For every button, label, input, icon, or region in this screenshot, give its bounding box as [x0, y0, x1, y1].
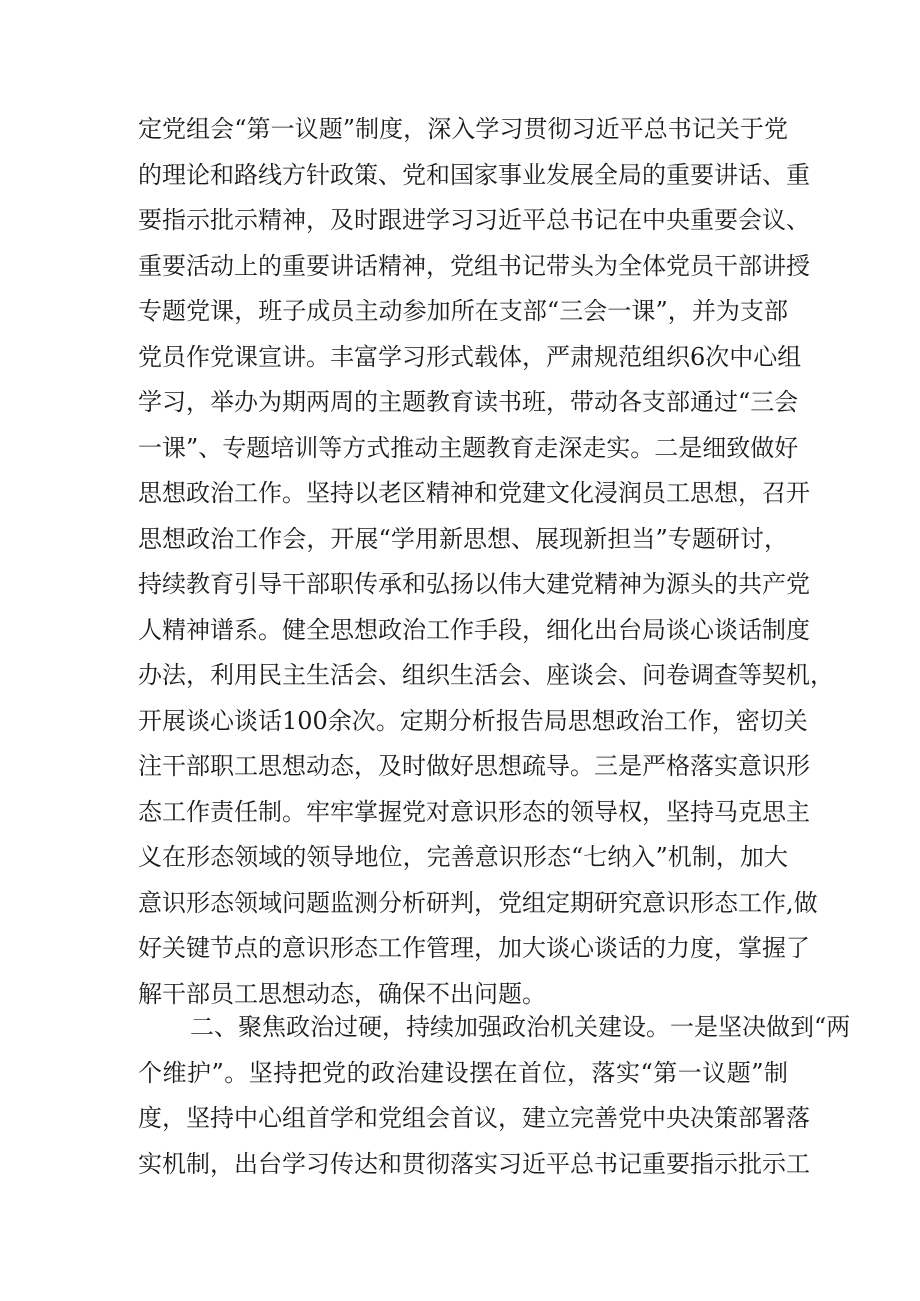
paragraph-1-line: 思想政治工作。坚持以老区精神和党建文化浸润员工思想，召开: [138, 479, 810, 507]
paragraph-1-line: 意识形态领域问题监测分析研判，党组定期研究意识形态工作,做: [138, 888, 818, 917]
paragraph-1-line: 专题党课，班子成员主动参加所在支部“三会一课”，并为支部: [138, 297, 788, 325]
paragraph-1-line: 办法，利用民主生活会、组织生活会、座谈会、问卷调查等契机，: [138, 661, 834, 689]
paragraph-1-line: 人精神谱系。健全思想政治工作手段，细化出台局谈心谈话制度: [138, 615, 810, 644]
paragraph-2-line: 个维护”。坚持把党的政治建设摆在首位，落实“第一议题”制: [138, 1058, 788, 1087]
paragraph-1-line: 注干部职工思想动态，及时做好思想疏导。三是严格落实意识形: [138, 752, 810, 780]
paragraph-1-line: 义在形态领域的领导地位，完善意识形态“七纳入”机制，加大: [138, 843, 788, 871]
paragraph-1-line: 好关键节点的意识形态工作管理，加大谈心谈话的力度，掌握了: [138, 934, 810, 962]
paragraph-1: [138, 107, 834, 1017]
paragraph-1-line: 解干部员工思想动态，确保不出问题。: [138, 979, 546, 1008]
paragraph-1-line: 党员作党课宣讲。丰富学习形式载体，严肃规范组织6次中心组: [138, 342, 802, 371]
paragraph-1-line: 定党组会“第一议题”制度，深入学习贯彻习近平总书记关于党: [138, 115, 788, 143]
paragraph-2-line: 实机制，出台学习传达和贯彻落实习近平总书记重要指示批示工: [138, 1149, 810, 1178]
paragraph-2-line: 二、聚焦政治过硬，持续加强政治机关建设。一是坚决做到“两: [190, 1013, 851, 1041]
paragraph-1-line: 学习，举办为期两周的主题教育读书班，带动各支部通过“三会: [138, 388, 799, 416]
paragraph-2-line: 度，坚持中心组首学和党组会首议，建立完善党中央决策部署落: [138, 1104, 810, 1132]
paragraph-1-line: 持续教育引导干部职传承和弘扬以伟大建党精神为源头的共产党: [138, 570, 810, 598]
paragraph-2: [138, 1005, 851, 1187]
paragraph-1-line: 开展谈心谈话100余次。定期分析报告局思想政治工作，密切关: [138, 706, 808, 735]
paragraph-1-line: 一课”、专题培训等方式推动主题教育走深走实。二是细致做好: [138, 433, 799, 462]
paragraph-1-line: 思想政治工作会，开展“学用新思想、展现新担当”专题研讨，: [138, 524, 788, 553]
paragraph-1-line: 要指示批示精神，及时跟进学习习近平总书记在中央重要会议、: [138, 206, 810, 234]
paragraph-1-line: 重要活动上的重要讲话精神，党组书记带头为全体党员干部讲授: [138, 251, 810, 280]
paragraph-1-line: 态工作责任制。牢牢掌握党对意识形态的领导权，坚持马克思主: [138, 797, 810, 826]
paragraph-1-line: 的理论和路线方针政策、党和国家事业发展全局的重要讲话、重: [138, 160, 810, 189]
